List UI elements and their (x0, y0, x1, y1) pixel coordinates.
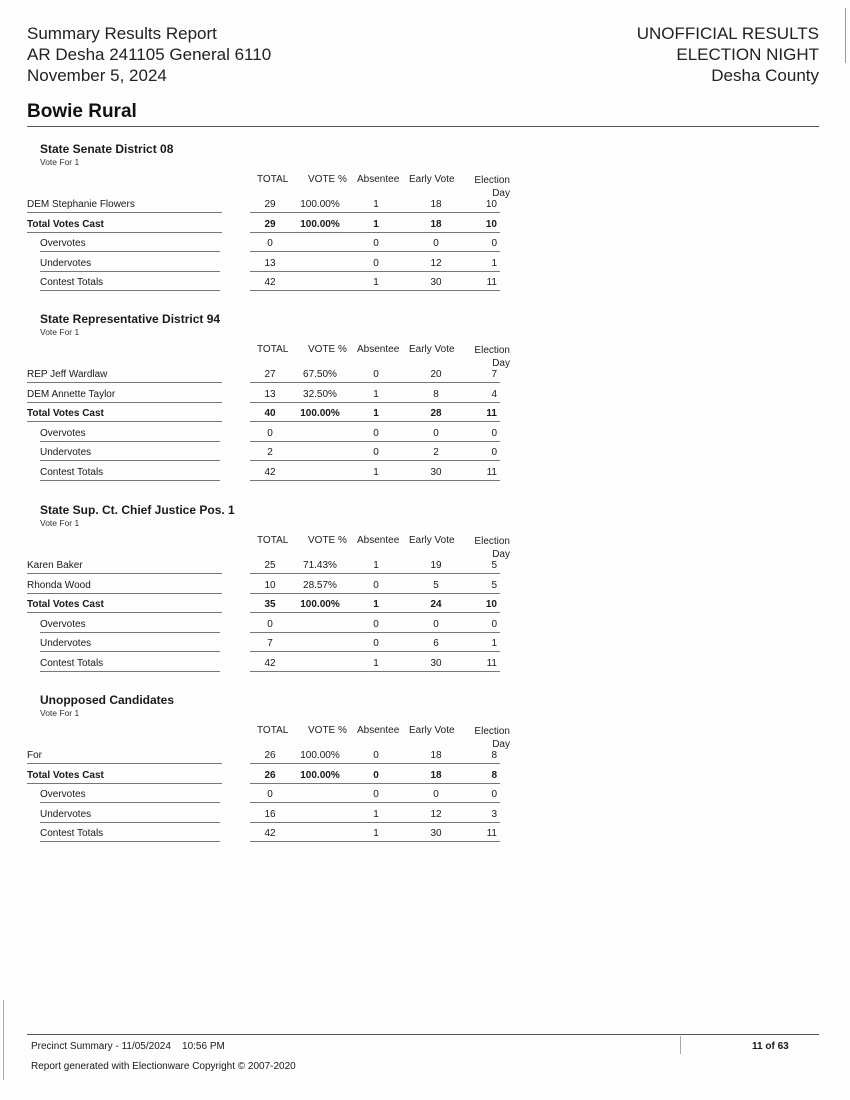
early-vote-cell: 0 (433, 238, 439, 249)
absentee-cell: 1 (373, 658, 379, 669)
election-day-cell: 11 (486, 828, 497, 839)
early-vote-cell: 18 (430, 770, 442, 781)
row-underline (250, 802, 500, 803)
report-header (27, 23, 271, 86)
table-row (0, 199, 850, 218)
table-row (0, 447, 850, 466)
row-underline (40, 671, 220, 672)
election-day-column-header (470, 725, 510, 751)
absentee-cell: 1 (373, 199, 379, 210)
table-row (0, 277, 850, 296)
contest-title: Unopposed Candidates (40, 693, 175, 707)
absentee-cell: 0 (373, 428, 379, 439)
row-underline (250, 593, 500, 594)
row-underline (40, 251, 220, 252)
row-label: Rhonda Wood (27, 580, 91, 591)
election-day-header-line-1: Election (474, 345, 510, 356)
table-row (0, 408, 850, 427)
early-vote-cell: 18 (430, 750, 442, 761)
early-vote-cell: 6 (433, 638, 439, 649)
row-underline (40, 632, 220, 633)
early-vote-cell: 0 (433, 619, 439, 630)
early-vote-cell: 8 (433, 389, 439, 400)
footer-time: 10:56 PM (182, 1041, 225, 1052)
total-votes-cell: 0 (267, 238, 273, 249)
absentee-cell: 1 (373, 408, 379, 419)
absentee-cell: 0 (373, 619, 379, 630)
absentee-cell: 0 (373, 638, 379, 649)
row-underline (27, 212, 222, 213)
footer-summary (31, 1041, 225, 1052)
election-day-cell: 11 (486, 277, 497, 288)
total-votes-cell: 0 (267, 789, 273, 800)
total-votes-cell: 0 (267, 428, 273, 439)
election-date: November 5, 2024 (27, 66, 167, 85)
row-underline (27, 382, 222, 383)
page-number: 11 of 63 (752, 1041, 789, 1052)
absentee-cell: 1 (373, 277, 379, 288)
county-name: Desha County (711, 66, 819, 85)
row-underline (250, 271, 500, 272)
row-underline (250, 671, 500, 672)
early-vote-column-header: Early Vote (409, 535, 455, 546)
row-label: Contest Totals (40, 467, 104, 478)
absentee-cell: 1 (373, 809, 379, 820)
early-vote-cell: 30 (430, 467, 442, 478)
election-day-cell: 5 (491, 580, 497, 591)
vote-percent-cell: 28.57% (303, 580, 337, 591)
row-underline (40, 441, 220, 442)
total-votes-cell: 16 (264, 809, 276, 820)
row-label: Total Votes Cast (27, 599, 104, 610)
row-underline (250, 822, 500, 823)
election-day-cell: 0 (491, 619, 497, 630)
table-row (0, 789, 850, 808)
results-status (637, 23, 819, 86)
scan-edge-line (3, 1000, 4, 1080)
election-day-cell: 0 (491, 238, 497, 249)
total-votes-cell: 42 (264, 828, 276, 839)
election-day-cell: 0 (491, 428, 497, 439)
absentee-cell: 0 (373, 369, 379, 380)
absentee-cell: 0 (373, 770, 379, 781)
vote-percent-column-header: VOTE % (308, 725, 347, 736)
total-votes-cell: 26 (264, 750, 276, 761)
vote-percent-cell: 100.00% (300, 770, 340, 781)
early-vote-cell: 30 (430, 658, 442, 669)
absentee-cell: 1 (373, 599, 379, 610)
vote-percent-column-header: VOTE % (308, 535, 347, 546)
table-row (0, 428, 850, 447)
row-underline (27, 612, 222, 613)
absentee-cell: 0 (373, 447, 379, 458)
total-votes-cell: 42 (264, 467, 276, 478)
row-underline (250, 573, 500, 574)
vote-percent-column-header: VOTE % (308, 174, 347, 185)
row-underline (250, 841, 500, 842)
row-label: For (27, 750, 42, 761)
early-vote-column-header: Early Vote (409, 344, 455, 355)
table-row (0, 467, 850, 486)
row-underline (40, 802, 220, 803)
row-label: Total Votes Cast (27, 770, 104, 781)
table-row (0, 389, 850, 408)
precinct-title: Bowie Rural (27, 101, 137, 122)
election-day-cell: 10 (485, 599, 497, 610)
election-day-header-line-2: Day (492, 188, 510, 199)
early-vote-cell: 12 (430, 258, 442, 269)
report-title: Summary Results Report (27, 24, 217, 43)
row-underline (250, 783, 500, 784)
election-day-cell: 1 (491, 258, 497, 269)
row-underline (27, 783, 222, 784)
vote-for-label: Vote For 1 (40, 708, 80, 718)
row-underline (27, 402, 222, 403)
absentee-cell: 0 (373, 789, 379, 800)
election-day-cell: 3 (491, 809, 497, 820)
election-day-cell: 10 (485, 199, 497, 210)
total-votes-cell: 26 (264, 770, 276, 781)
table-row (0, 809, 850, 828)
total-votes-cell: 42 (264, 277, 276, 288)
table-row (0, 560, 850, 579)
total-votes-cell: 7 (267, 638, 273, 649)
early-vote-cell: 0 (433, 789, 439, 800)
row-label: Total Votes Cast (27, 408, 104, 419)
row-label: Overvotes (40, 428, 86, 439)
early-vote-cell: 24 (430, 599, 442, 610)
early-vote-cell: 18 (430, 219, 442, 230)
row-underline (27, 573, 222, 574)
election-day-cell: 0 (491, 447, 497, 458)
vote-percent-cell: 100.00% (300, 408, 340, 419)
early-vote-cell: 30 (430, 277, 442, 288)
election-day-cell: 10 (485, 219, 497, 230)
row-label: Undervotes (40, 258, 92, 269)
vote-percent-cell: 71.43% (303, 560, 337, 571)
election-day-column-header (470, 174, 510, 200)
vote-percent-column-header: VOTE % (308, 344, 347, 355)
early-vote-cell: 5 (433, 580, 439, 591)
table-row (0, 258, 850, 277)
total-votes-cell: 29 (264, 199, 276, 210)
row-underline (250, 441, 500, 442)
early-vote-column-header: Early Vote (409, 174, 455, 185)
table-row (0, 369, 850, 388)
total-column-header: TOTAL (257, 725, 289, 736)
total-column-header: TOTAL (257, 535, 289, 546)
election-day-header-line-1: Election (474, 536, 510, 547)
footer-divider (27, 1034, 819, 1035)
total-votes-cell: 2 (267, 447, 273, 458)
row-underline (250, 632, 500, 633)
vote-percent-cell: 100.00% (300, 199, 340, 210)
row-underline (40, 841, 220, 842)
row-underline (27, 232, 222, 233)
election-day-cell: 0 (491, 789, 497, 800)
row-underline (27, 421, 222, 422)
early-vote-column-header: Early Vote (409, 725, 455, 736)
row-label: Undervotes (40, 809, 92, 820)
row-underline (250, 480, 500, 481)
election-name: AR Desha 241105 General 6110 (27, 45, 272, 64)
vote-for-label: Vote For 1 (40, 518, 80, 528)
table-row (0, 750, 850, 769)
election-day-cell: 5 (491, 560, 497, 571)
early-vote-cell: 0 (433, 428, 439, 439)
absentee-cell: 1 (373, 828, 379, 839)
election-day-header-line-2: Day (492, 549, 510, 560)
row-underline (250, 290, 500, 291)
early-vote-cell: 12 (430, 809, 442, 820)
row-label: REP Jeff Wardlaw (27, 369, 108, 380)
row-label: Contest Totals (40, 658, 104, 669)
table-row (0, 638, 850, 657)
total-votes-cell: 27 (264, 369, 276, 380)
status-line-1: UNOFFICIAL RESULTS (636, 24, 819, 43)
footer-separator (680, 1036, 681, 1054)
vote-percent-cell: 100.00% (300, 599, 340, 610)
total-votes-cell: 42 (264, 658, 276, 669)
early-vote-cell: 28 (430, 408, 442, 419)
table-row (0, 238, 850, 257)
vote-for-label: Vote For 1 (40, 157, 80, 167)
row-underline (40, 651, 220, 652)
election-day-cell: 11 (486, 658, 497, 669)
footer-generated: Report generated with Electionware Copyright © 2007-2020 (31, 1061, 296, 1072)
absentee-cell: 0 (373, 258, 379, 269)
row-label: Contest Totals (40, 828, 104, 839)
row-underline (40, 271, 220, 272)
total-votes-cell: 13 (264, 389, 276, 400)
total-votes-cell: 13 (264, 258, 276, 269)
election-day-header-line-2: Day (492, 739, 510, 750)
row-underline (250, 612, 500, 613)
total-votes-cell: 25 (264, 560, 276, 571)
table-row (0, 580, 850, 599)
row-underline (40, 290, 220, 291)
early-vote-cell: 18 (430, 199, 442, 210)
precinct-divider (27, 126, 819, 127)
absentee-cell: 1 (373, 389, 379, 400)
table-row (0, 619, 850, 638)
row-label: Total Votes Cast (27, 219, 104, 230)
row-label: Contest Totals (40, 277, 104, 288)
row-label: DEM Annette Taylor (27, 389, 116, 400)
total-votes-cell: 10 (264, 580, 276, 591)
election-day-header-line-1: Election (474, 726, 510, 737)
election-day-cell: 8 (491, 770, 497, 781)
early-vote-cell: 30 (430, 828, 442, 839)
row-underline (250, 421, 500, 422)
early-vote-cell: 19 (430, 560, 442, 571)
election-day-cell: 1 (491, 638, 497, 649)
total-column-header: TOTAL (257, 174, 289, 185)
vote-percent-cell: 67.50% (303, 369, 337, 380)
vote-percent-cell: 100.00% (300, 219, 340, 230)
absentee-cell: 0 (373, 750, 379, 761)
row-underline (40, 460, 220, 461)
row-label: Karen Baker (27, 560, 83, 571)
total-column-header: TOTAL (257, 344, 289, 355)
row-label: Overvotes (40, 619, 86, 630)
election-day-header-line-2: Day (492, 358, 510, 369)
footer-summary-date: Precinct Summary - 11/05/2024 (31, 1041, 171, 1052)
row-label: Overvotes (40, 238, 86, 249)
vote-percent-cell: 100.00% (300, 750, 340, 761)
absentee-column-header: Absentee (357, 725, 400, 736)
row-label: DEM Stephanie Flowers (27, 199, 135, 210)
row-underline (250, 763, 500, 764)
scan-edge-line (845, 8, 846, 63)
vote-percent-cell: 32.50% (303, 389, 337, 400)
contest-title: State Sup. Ct. Chief Justice Pos. 1 (40, 503, 235, 517)
election-day-header-line-1: Election (474, 175, 510, 186)
absentee-cell: 0 (373, 580, 379, 591)
table-row (0, 658, 850, 677)
election-day-column-header (470, 535, 510, 561)
row-underline (250, 382, 500, 383)
early-vote-cell: 20 (430, 369, 442, 380)
status-line-2: ELECTION NIGHT (676, 45, 819, 64)
absentee-column-header: Absentee (357, 535, 400, 546)
table-row (0, 219, 850, 238)
contest-title: State Senate District 08 (40, 142, 174, 156)
row-underline (27, 593, 222, 594)
absentee-cell: 0 (373, 238, 379, 249)
early-vote-cell: 2 (433, 447, 439, 458)
contest-title: State Representative District 94 (40, 312, 221, 326)
row-underline (250, 251, 500, 252)
row-underline (40, 480, 220, 481)
absentee-cell: 1 (373, 560, 379, 571)
vote-for-label: Vote For 1 (40, 327, 80, 337)
election-day-cell: 11 (486, 408, 497, 419)
row-label: Overvotes (40, 789, 86, 800)
row-underline (250, 460, 500, 461)
row-underline (250, 402, 500, 403)
absentee-column-header: Absentee (357, 344, 400, 355)
table-row (0, 599, 850, 618)
election-day-column-header (470, 344, 510, 370)
election-day-cell: 8 (491, 750, 497, 761)
election-day-cell: 7 (491, 369, 497, 380)
total-votes-cell: 0 (267, 619, 273, 630)
row-underline (40, 822, 220, 823)
election-day-cell: 4 (491, 389, 497, 400)
row-underline (250, 651, 500, 652)
row-underline (250, 232, 500, 233)
absentee-cell: 1 (373, 219, 379, 230)
row-label: Undervotes (40, 638, 92, 649)
total-votes-cell: 40 (264, 408, 276, 419)
table-row (0, 828, 850, 847)
absentee-column-header: Absentee (357, 174, 400, 185)
election-day-cell: 11 (486, 467, 497, 478)
total-votes-cell: 35 (264, 599, 276, 610)
row-label: Undervotes (40, 447, 92, 458)
row-underline (27, 763, 222, 764)
table-row (0, 770, 850, 789)
total-votes-cell: 29 (264, 219, 276, 230)
absentee-cell: 1 (373, 467, 379, 478)
row-underline (250, 212, 500, 213)
